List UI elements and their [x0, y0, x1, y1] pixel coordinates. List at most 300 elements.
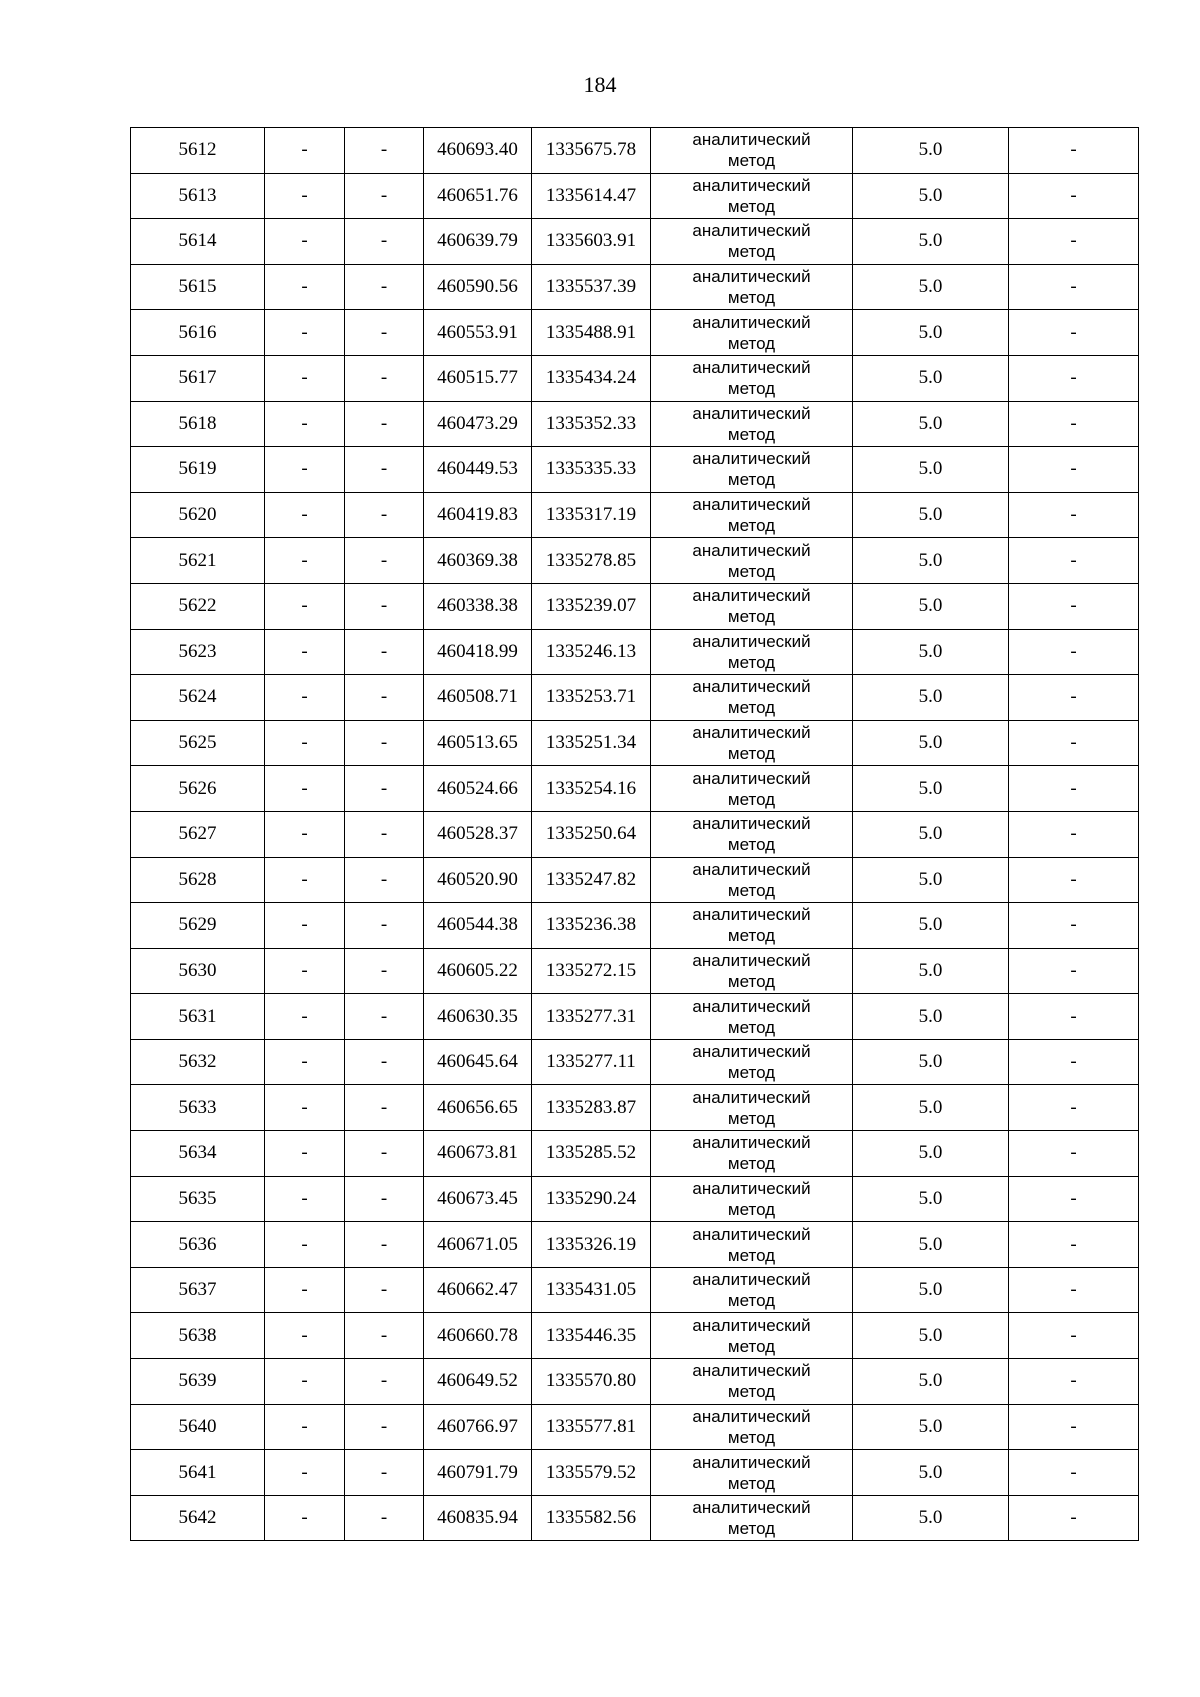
- y-coordinate-cell: 1335434.24: [532, 355, 651, 401]
- method-cell: [651, 1267, 853, 1313]
- table-row: [131, 903, 1139, 949]
- method-line-1: аналитический: [692, 221, 811, 241]
- y-coordinate-cell: 1335250.64: [532, 811, 651, 857]
- dash-cell-3: -: [1009, 128, 1139, 174]
- method-line-1: аналитический: [692, 859, 811, 879]
- y-coordinate-cell: 1335277.11: [532, 1039, 651, 1085]
- dash-cell-3: -: [1009, 1267, 1139, 1313]
- accuracy-cell: 5.0: [853, 128, 1009, 174]
- dash-cell-2: -: [345, 447, 424, 493]
- accuracy-cell: 5.0: [853, 1495, 1009, 1541]
- x-coordinate-cell: 460649.52: [424, 1359, 532, 1405]
- method-line-2: метод: [727, 242, 776, 262]
- table-row: [131, 1085, 1139, 1131]
- dash-cell-1: -: [265, 401, 345, 447]
- dash-cell-2: -: [345, 401, 424, 447]
- method-cell: [651, 811, 853, 857]
- dash-cell-2: -: [345, 1359, 424, 1405]
- method-line-2: метод: [727, 789, 776, 809]
- point-number-cell: 5624: [131, 675, 265, 721]
- y-coordinate-cell: 1335570.80: [532, 1359, 651, 1405]
- dash-cell-1: -: [265, 811, 345, 857]
- method-cell: [651, 538, 853, 584]
- method-line-2: метод: [727, 561, 776, 581]
- x-coordinate-cell: 460791.79: [424, 1450, 532, 1496]
- x-coordinate-cell: 460693.40: [424, 128, 532, 174]
- table-row: [131, 1313, 1139, 1359]
- method-line-1: аналитический: [692, 677, 811, 697]
- dash-cell-3: -: [1009, 355, 1139, 401]
- method-line-1: аналитический: [692, 495, 811, 515]
- y-coordinate-cell: 1335277.31: [532, 994, 651, 1040]
- dash-cell-3: -: [1009, 903, 1139, 949]
- method-line-2: метод: [727, 1382, 776, 1402]
- accuracy-cell: 5.0: [853, 1131, 1009, 1177]
- dash-cell-3: -: [1009, 1085, 1139, 1131]
- x-coordinate-cell: 460553.91: [424, 310, 532, 356]
- dash-cell-3: -: [1009, 492, 1139, 538]
- x-coordinate-cell: 460671.05: [424, 1222, 532, 1268]
- method-line-1: аналитический: [692, 130, 811, 150]
- dash-cell-2: -: [345, 1267, 424, 1313]
- method-line-1: аналитический: [692, 1224, 811, 1244]
- table-row: [131, 401, 1139, 447]
- method-line-1: аналитический: [692, 950, 811, 970]
- table-row: [131, 994, 1139, 1040]
- method-line-2: метод: [727, 1199, 776, 1219]
- y-coordinate-cell: 1335675.78: [532, 128, 651, 174]
- dash-cell-1: -: [265, 1085, 345, 1131]
- method-cell: [651, 310, 853, 356]
- table-row: [131, 720, 1139, 766]
- method-line-2: метод: [727, 926, 776, 946]
- x-coordinate-cell: 460656.65: [424, 1085, 532, 1131]
- x-coordinate-cell: 460449.53: [424, 447, 532, 493]
- dash-cell-1: -: [265, 994, 345, 1040]
- dash-cell-2: -: [345, 1039, 424, 1085]
- dash-cell-1: -: [265, 675, 345, 721]
- dash-cell-3: -: [1009, 1131, 1139, 1177]
- method-line-1: аналитический: [692, 1178, 811, 1198]
- method-line-1: аналитический: [692, 905, 811, 925]
- accuracy-cell: 5.0: [853, 310, 1009, 356]
- point-number-cell: 5620: [131, 492, 265, 538]
- table-row: [131, 310, 1139, 356]
- method-cell: [651, 128, 853, 174]
- x-coordinate-cell: 460544.38: [424, 903, 532, 949]
- x-coordinate-cell: 460524.66: [424, 766, 532, 812]
- table-row: [131, 1495, 1139, 1541]
- dash-cell-3: -: [1009, 720, 1139, 766]
- method-cell: [651, 1085, 853, 1131]
- table-row: [131, 811, 1139, 857]
- method-line-2: метод: [727, 1154, 776, 1174]
- table-row: [131, 1359, 1139, 1405]
- method-cell: [651, 720, 853, 766]
- method-line-2: метод: [727, 288, 776, 308]
- method-line-1: аналитический: [692, 996, 811, 1016]
- x-coordinate-cell: 460660.78: [424, 1313, 532, 1359]
- point-number-cell: 5625: [131, 720, 265, 766]
- dash-cell-2: -: [345, 1450, 424, 1496]
- accuracy-cell: 5.0: [853, 629, 1009, 675]
- point-number-cell: 5628: [131, 857, 265, 903]
- table-row: [131, 948, 1139, 994]
- method-line-1: аналитический: [692, 1042, 811, 1062]
- dash-cell-1: -: [265, 857, 345, 903]
- dash-cell-1: -: [265, 629, 345, 675]
- dash-cell-1: -: [265, 355, 345, 401]
- dash-cell-3: -: [1009, 675, 1139, 721]
- x-coordinate-cell: 460369.38: [424, 538, 532, 584]
- dash-cell-1: -: [265, 219, 345, 265]
- dash-cell-1: -: [265, 1222, 345, 1268]
- dash-cell-2: -: [345, 766, 424, 812]
- dash-cell-1: -: [265, 903, 345, 949]
- method-cell: [651, 173, 853, 219]
- y-coordinate-cell: 1335335.33: [532, 447, 651, 493]
- dash-cell-2: -: [345, 948, 424, 994]
- method-cell: [651, 583, 853, 629]
- x-coordinate-cell: 460673.81: [424, 1131, 532, 1177]
- method-line-1: аналитический: [692, 358, 811, 378]
- point-number-cell: 5632: [131, 1039, 265, 1085]
- method-cell: [651, 766, 853, 812]
- table-row: [131, 538, 1139, 584]
- table-row: [131, 1176, 1139, 1222]
- table-row: [131, 1404, 1139, 1450]
- dash-cell-1: -: [265, 128, 345, 174]
- method-cell: [651, 675, 853, 721]
- accuracy-cell: 5.0: [853, 1176, 1009, 1222]
- y-coordinate-cell: 1335446.35: [532, 1313, 651, 1359]
- dash-cell-2: -: [345, 355, 424, 401]
- point-number-cell: 5612: [131, 128, 265, 174]
- x-coordinate-cell: 460662.47: [424, 1267, 532, 1313]
- dash-cell-3: -: [1009, 1176, 1139, 1222]
- point-number-cell: 5637: [131, 1267, 265, 1313]
- accuracy-cell: 5.0: [853, 355, 1009, 401]
- x-coordinate-cell: 460520.90: [424, 857, 532, 903]
- dash-cell-3: -: [1009, 401, 1139, 447]
- x-coordinate-cell: 460528.37: [424, 811, 532, 857]
- x-coordinate-cell: 460508.71: [424, 675, 532, 721]
- page-number: 184: [583, 72, 617, 97]
- dash-cell-1: -: [265, 1176, 345, 1222]
- dash-cell-1: -: [265, 492, 345, 538]
- point-number-cell: 5621: [131, 538, 265, 584]
- dash-cell-3: -: [1009, 1039, 1139, 1085]
- dash-cell-1: -: [265, 447, 345, 493]
- point-number-cell: 5617: [131, 355, 265, 401]
- point-number-cell: 5619: [131, 447, 265, 493]
- point-number-cell: 5615: [131, 264, 265, 310]
- point-number-cell: 5634: [131, 1131, 265, 1177]
- method-cell: [651, 1131, 853, 1177]
- method-line-2: метод: [727, 1427, 776, 1447]
- point-number-cell: 5627: [131, 811, 265, 857]
- dash-cell-3: -: [1009, 447, 1139, 493]
- y-coordinate-cell: 1335251.34: [532, 720, 651, 766]
- dash-cell-2: -: [345, 128, 424, 174]
- x-coordinate-cell: 460645.64: [424, 1039, 532, 1085]
- dash-cell-3: -: [1009, 948, 1139, 994]
- method-line-2: метод: [727, 880, 776, 900]
- point-number-cell: 5616: [131, 310, 265, 356]
- method-line-2: метод: [727, 1473, 776, 1493]
- point-number-cell: 5626: [131, 766, 265, 812]
- accuracy-cell: 5.0: [853, 447, 1009, 493]
- table-row: [131, 1450, 1139, 1496]
- method-line-1: аналитический: [692, 1452, 811, 1472]
- accuracy-cell: 5.0: [853, 1039, 1009, 1085]
- table-row: [131, 766, 1139, 812]
- method-cell: [651, 264, 853, 310]
- dash-cell-1: -: [265, 1131, 345, 1177]
- accuracy-cell: 5.0: [853, 1404, 1009, 1450]
- y-coordinate-cell: 1335488.91: [532, 310, 651, 356]
- method-line-1: аналитический: [692, 1498, 811, 1518]
- method-cell: [651, 1313, 853, 1359]
- dash-cell-2: -: [345, 857, 424, 903]
- table-row: [131, 1267, 1139, 1313]
- dash-cell-1: -: [265, 948, 345, 994]
- method-line-1: аналитический: [692, 540, 811, 560]
- y-coordinate-cell: 1335254.16: [532, 766, 651, 812]
- accuracy-cell: 5.0: [853, 173, 1009, 219]
- y-coordinate-cell: 1335285.52: [532, 1131, 651, 1177]
- method-line-2: метод: [727, 971, 776, 991]
- dash-cell-1: -: [265, 264, 345, 310]
- y-coordinate-cell: 1335352.33: [532, 401, 651, 447]
- point-number-cell: 5641: [131, 1450, 265, 1496]
- table-row: [131, 1039, 1139, 1085]
- y-coordinate-cell: 1335253.71: [532, 675, 651, 721]
- method-line-2: метод: [727, 1291, 776, 1311]
- dash-cell-3: -: [1009, 219, 1139, 265]
- method-line-2: метод: [727, 1063, 776, 1083]
- point-number-cell: 5640: [131, 1404, 265, 1450]
- dash-cell-3: -: [1009, 629, 1139, 675]
- dash-cell-2: -: [345, 811, 424, 857]
- dash-cell-2: -: [345, 583, 424, 629]
- method-line-2: метод: [727, 607, 776, 627]
- x-coordinate-cell: 460418.99: [424, 629, 532, 675]
- method-cell: [651, 1495, 853, 1541]
- method-cell: [651, 903, 853, 949]
- method-line-1: аналитический: [692, 1315, 811, 1335]
- accuracy-cell: 5.0: [853, 538, 1009, 584]
- y-coordinate-cell: 1335603.91: [532, 219, 651, 265]
- point-number-cell: 5629: [131, 903, 265, 949]
- dash-cell-2: -: [345, 1085, 424, 1131]
- coordinates-table: [130, 127, 1139, 1541]
- x-coordinate-cell: 460605.22: [424, 948, 532, 994]
- method-line-2: метод: [727, 470, 776, 490]
- point-number-cell: 5633: [131, 1085, 265, 1131]
- accuracy-cell: 5.0: [853, 903, 1009, 949]
- accuracy-cell: 5.0: [853, 675, 1009, 721]
- x-coordinate-cell: 460651.76: [424, 173, 532, 219]
- method-cell: [651, 447, 853, 493]
- method-line-2: метод: [727, 698, 776, 718]
- dash-cell-1: -: [265, 1450, 345, 1496]
- method-line-1: аналитический: [692, 1361, 811, 1381]
- dash-cell-3: -: [1009, 1450, 1139, 1496]
- x-coordinate-cell: 460766.97: [424, 1404, 532, 1450]
- y-coordinate-cell: 1335326.19: [532, 1222, 651, 1268]
- method-cell: [651, 857, 853, 903]
- x-coordinate-cell: 460835.94: [424, 1495, 532, 1541]
- accuracy-cell: 5.0: [853, 492, 1009, 538]
- point-number-cell: 5631: [131, 994, 265, 1040]
- dash-cell-2: -: [345, 492, 424, 538]
- dash-cell-3: -: [1009, 310, 1139, 356]
- dash-cell-2: -: [345, 1222, 424, 1268]
- accuracy-cell: 5.0: [853, 1359, 1009, 1405]
- method-line-1: аналитический: [692, 723, 811, 743]
- dash-cell-2: -: [345, 1176, 424, 1222]
- dash-cell-3: -: [1009, 811, 1139, 857]
- accuracy-cell: 5.0: [853, 1313, 1009, 1359]
- y-coordinate-cell: 1335431.05: [532, 1267, 651, 1313]
- dash-cell-2: -: [345, 1313, 424, 1359]
- x-coordinate-cell: 460473.29: [424, 401, 532, 447]
- method-line-2: метод: [727, 151, 776, 171]
- method-line-1: аналитический: [692, 768, 811, 788]
- point-number-cell: 5623: [131, 629, 265, 675]
- y-coordinate-cell: 1335582.56: [532, 1495, 651, 1541]
- dash-cell-1: -: [265, 310, 345, 356]
- dash-cell-3: -: [1009, 583, 1139, 629]
- dash-cell-1: -: [265, 583, 345, 629]
- dash-cell-3: -: [1009, 994, 1139, 1040]
- table-row: [131, 219, 1139, 265]
- method-line-1: аналитический: [692, 1406, 811, 1426]
- method-cell: [651, 1359, 853, 1405]
- y-coordinate-cell: 1335239.07: [532, 583, 651, 629]
- x-coordinate-cell: 460513.65: [424, 720, 532, 766]
- y-coordinate-cell: 1335290.24: [532, 1176, 651, 1222]
- dash-cell-2: -: [345, 538, 424, 584]
- point-number-cell: 5622: [131, 583, 265, 629]
- accuracy-cell: 5.0: [853, 264, 1009, 310]
- dash-cell-3: -: [1009, 1313, 1139, 1359]
- accuracy-cell: 5.0: [853, 720, 1009, 766]
- point-number-cell: 5638: [131, 1313, 265, 1359]
- table-row: [131, 173, 1139, 219]
- method-line-2: метод: [727, 1108, 776, 1128]
- dash-cell-1: -: [265, 538, 345, 584]
- y-coordinate-cell: 1335614.47: [532, 173, 651, 219]
- dash-cell-3: -: [1009, 1359, 1139, 1405]
- accuracy-cell: 5.0: [853, 583, 1009, 629]
- y-coordinate-cell: 1335579.52: [532, 1450, 651, 1496]
- method-line-2: метод: [727, 1017, 776, 1037]
- dash-cell-1: -: [265, 1404, 345, 1450]
- x-coordinate-cell: 460639.79: [424, 219, 532, 265]
- y-coordinate-cell: 1335247.82: [532, 857, 651, 903]
- y-coordinate-cell: 1335317.19: [532, 492, 651, 538]
- point-number-cell: 5630: [131, 948, 265, 994]
- method-line-2: метод: [727, 333, 776, 353]
- point-number-cell: 5635: [131, 1176, 265, 1222]
- method-cell: [651, 355, 853, 401]
- method-line-2: метод: [727, 516, 776, 536]
- x-coordinate-cell: 460338.38: [424, 583, 532, 629]
- y-coordinate-cell: 1335537.39: [532, 264, 651, 310]
- method-line-2: метод: [727, 744, 776, 764]
- method-line-1: аналитический: [692, 1087, 811, 1107]
- table-body: [131, 128, 1139, 1541]
- dash-cell-2: -: [345, 1495, 424, 1541]
- method-cell: [651, 492, 853, 538]
- y-coordinate-cell: 1335272.15: [532, 948, 651, 994]
- dash-cell-1: -: [265, 766, 345, 812]
- dash-cell-2: -: [345, 310, 424, 356]
- method-line-1: аналитический: [692, 312, 811, 332]
- x-coordinate-cell: 460419.83: [424, 492, 532, 538]
- method-cell: [651, 1222, 853, 1268]
- accuracy-cell: 5.0: [853, 1267, 1009, 1313]
- y-coordinate-cell: 1335236.38: [532, 903, 651, 949]
- dash-cell-2: -: [345, 173, 424, 219]
- method-line-1: аналитический: [692, 267, 811, 287]
- dash-cell-2: -: [345, 1131, 424, 1177]
- accuracy-cell: 5.0: [853, 219, 1009, 265]
- table-row: [131, 264, 1139, 310]
- dash-cell-1: -: [265, 1267, 345, 1313]
- method-line-1: аналитический: [692, 1270, 811, 1290]
- dash-cell-1: -: [265, 720, 345, 766]
- y-coordinate-cell: 1335246.13: [532, 629, 651, 675]
- method-cell: [651, 994, 853, 1040]
- accuracy-cell: 5.0: [853, 1222, 1009, 1268]
- accuracy-cell: 5.0: [853, 811, 1009, 857]
- x-coordinate-cell: 460673.45: [424, 1176, 532, 1222]
- accuracy-cell: 5.0: [853, 1085, 1009, 1131]
- dash-cell-3: -: [1009, 173, 1139, 219]
- dash-cell-3: -: [1009, 766, 1139, 812]
- y-coordinate-cell: 1335283.87: [532, 1085, 651, 1131]
- method-line-1: аналитический: [692, 631, 811, 651]
- table-row: [131, 583, 1139, 629]
- method-line-2: метод: [727, 1336, 776, 1356]
- table-row: [131, 857, 1139, 903]
- accuracy-cell: 5.0: [853, 948, 1009, 994]
- dash-cell-2: -: [345, 675, 424, 721]
- table-row: [131, 1131, 1139, 1177]
- method-line-1: аналитический: [692, 175, 811, 195]
- dash-cell-2: -: [345, 994, 424, 1040]
- dash-cell-1: -: [265, 1359, 345, 1405]
- table-row: [131, 629, 1139, 675]
- method-line-1: аналитический: [692, 449, 811, 469]
- accuracy-cell: 5.0: [853, 1450, 1009, 1496]
- table-row: [131, 675, 1139, 721]
- method-cell: [651, 948, 853, 994]
- method-line-2: метод: [727, 1519, 776, 1539]
- accuracy-cell: 5.0: [853, 766, 1009, 812]
- accuracy-cell: 5.0: [853, 857, 1009, 903]
- dash-cell-3: -: [1009, 1495, 1139, 1541]
- y-coordinate-cell: 1335577.81: [532, 1404, 651, 1450]
- method-line-1: аналитический: [692, 1133, 811, 1153]
- dash-cell-2: -: [345, 720, 424, 766]
- dash-cell-2: -: [345, 903, 424, 949]
- method-line-2: метод: [727, 652, 776, 672]
- table-row: [131, 1222, 1139, 1268]
